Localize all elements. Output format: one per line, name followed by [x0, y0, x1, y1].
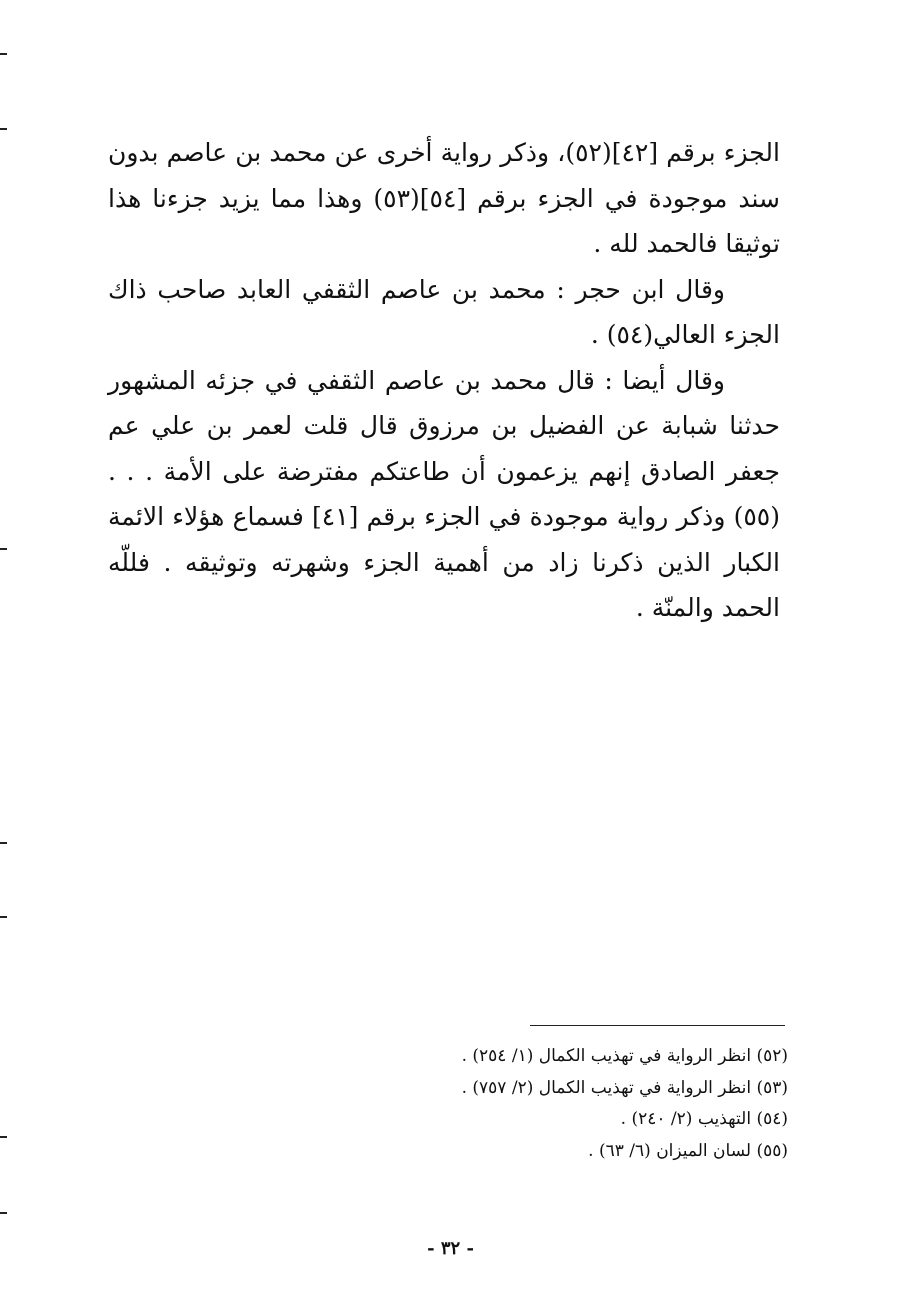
scan-edge-mark — [0, 548, 7, 550]
scan-edge-mark — [0, 1212, 7, 1214]
scan-edge-mark — [0, 53, 7, 55]
paragraph-3: وقال أيضا : قال محمد بن عاصم الثقفي في جزئه المشهور حدثنا شبابة عن الفضيل بن مرزوق قال قلت لعمر بن علي عم جعفر الصادق إنهم يزعمون أن طاعتكم مفترضة على الأمة . . .(٥٥) وذكر رواية موجودة في الجزء برقم [٤١] فسماع هؤلاء الائمة الكبار الذين ذكرنا زاد من أهمية الجزء وشهرته وتوثيقه . فللّه الحمد والمنّة . — [108, 365, 780, 622]
scan-edge-mark — [0, 1136, 7, 1138]
footnote-55: (٥٥) لسان الميزان (٦/ ٦٣) . — [588, 1140, 788, 1161]
scan-edge-mark — [0, 842, 7, 844]
scan-edge-mark — [0, 128, 7, 130]
footnotes — [288, 1041, 788, 1167]
page-number: - ٣٢ - — [427, 1238, 474, 1259]
footnote-54: (٥٤) التهذيب (٢/ ٢٤٠) . — [620, 1109, 788, 1129]
footnote-separator — [530, 1025, 785, 1026]
paragraph-1: الجزء برقم [٤٢](٥٢)، وذكر رواية أخرى عن محمد بن عاصم بدون سند موجودة في الجزء برقم [٥٤](٥٣) وهذا مما يزيد جزءنا هذا توثيقا فالحمد لله . — [108, 138, 780, 258]
paragraph-2: وقال ابن حجر : محمد بن عاصم الثقفي العابد صاحب ذاك الجزء العالي(٥٤) . — [108, 274, 780, 349]
footnote-53: (٥٣) انظر الرواية في تهذيب الكمال (٢/ ٧٥٧) . — [461, 1077, 788, 1098]
main-text — [108, 130, 780, 631]
scan-edge-mark — [0, 916, 7, 918]
footnote-52: (٥٢) انظر الرواية في تهذيب الكمال (١/ ٢٥٤) . — [461, 1046, 788, 1066]
